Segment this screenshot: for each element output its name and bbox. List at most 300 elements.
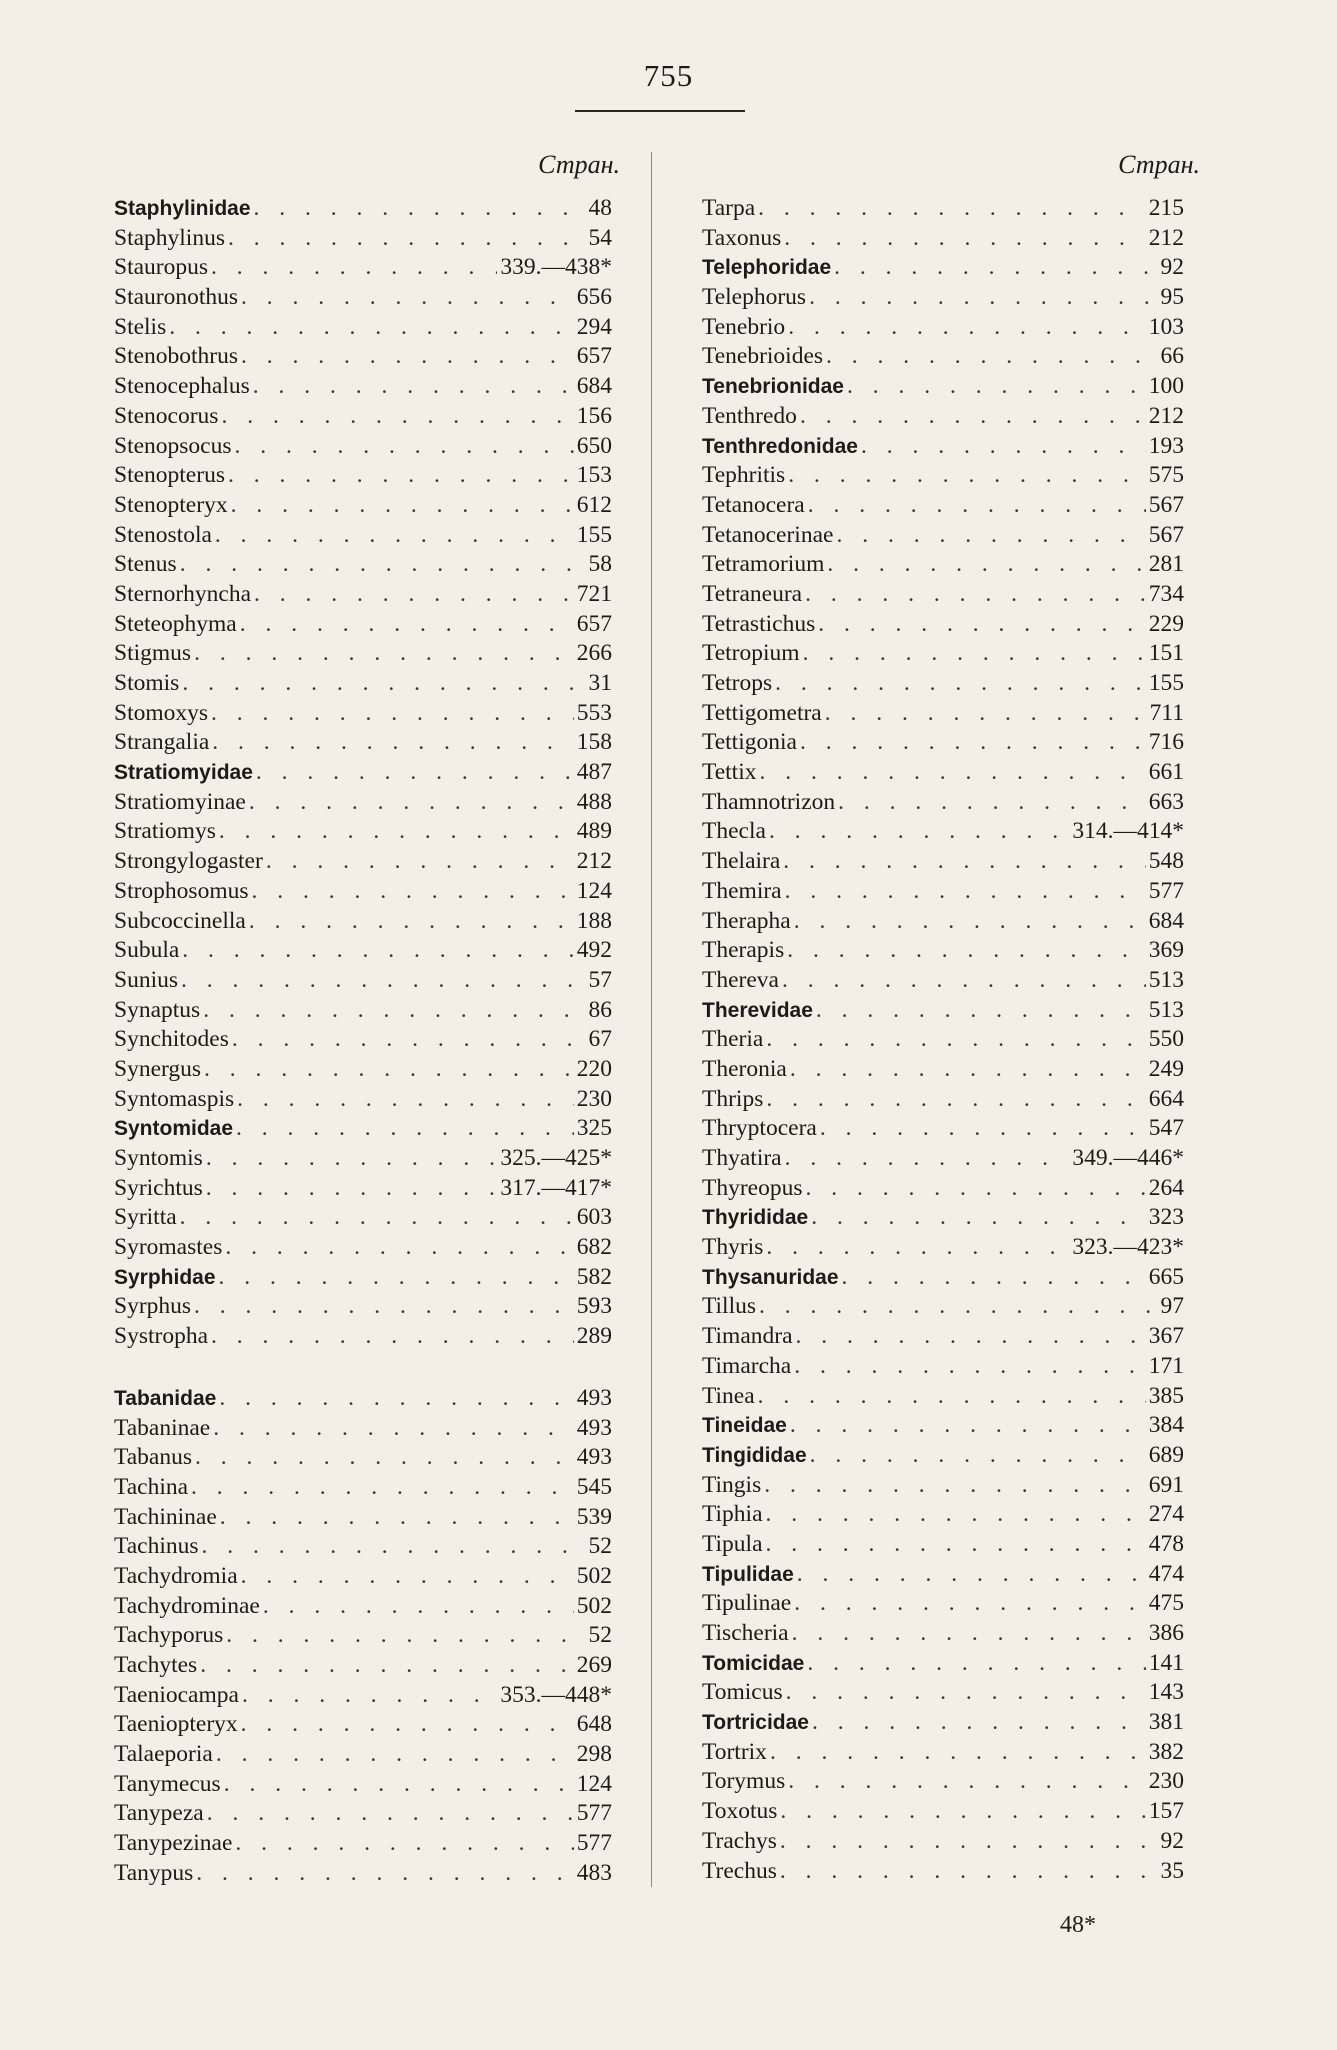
entry-page: 157 bbox=[1148, 1798, 1184, 1825]
index-entry bbox=[702, 728, 1184, 758]
dot-leader bbox=[809, 283, 1157, 313]
index-entry bbox=[702, 1292, 1184, 1322]
entry-page: 294 bbox=[576, 313, 612, 340]
dot-leader bbox=[169, 313, 574, 343]
entry-name: Syrphus bbox=[114, 1293, 192, 1320]
entry-name: Stratiomyinae bbox=[114, 788, 246, 815]
dot-leader bbox=[796, 1322, 1146, 1352]
entry-name: Therevidae bbox=[702, 998, 813, 1022]
index-entry bbox=[114, 432, 612, 462]
entry-page: 513 bbox=[1148, 966, 1184, 993]
entry-name: Tingididae bbox=[702, 1443, 807, 1467]
entry-name: Trechus bbox=[702, 1857, 777, 1884]
index-entry bbox=[114, 1233, 612, 1263]
entry-name: Thyris bbox=[702, 1234, 764, 1261]
index-entry bbox=[702, 1174, 1184, 1204]
entry-page: 52 bbox=[588, 1533, 612, 1560]
entry-page: 92 bbox=[1160, 254, 1184, 281]
entry-name: Tettigometra bbox=[702, 699, 822, 726]
dot-leader bbox=[786, 1678, 1146, 1708]
entry-name: Stratiomys bbox=[114, 818, 216, 845]
entry-name: Tettigonia bbox=[702, 729, 797, 756]
dot-leader bbox=[232, 1025, 586, 1055]
entry-page: 92 bbox=[1160, 1827, 1184, 1854]
dot-leader bbox=[818, 610, 1146, 640]
index-entry bbox=[114, 1384, 612, 1414]
index-entry bbox=[114, 1085, 612, 1115]
dot-leader bbox=[861, 432, 1146, 462]
entry-name: Syntomidae bbox=[114, 1117, 234, 1141]
entry-page: 353.—448* bbox=[500, 1681, 612, 1708]
dot-leader bbox=[195, 1443, 574, 1473]
dot-leader bbox=[764, 1471, 1146, 1501]
entry-page: 124 bbox=[576, 1770, 612, 1797]
entry-name: Stenopsocus bbox=[114, 432, 232, 459]
dot-leader bbox=[800, 402, 1146, 432]
index-entry bbox=[702, 1203, 1184, 1233]
entry-page: 158 bbox=[576, 729, 612, 756]
index-entry bbox=[702, 1352, 1184, 1382]
index-entry bbox=[702, 1114, 1184, 1144]
entry-page: 151 bbox=[1148, 640, 1184, 667]
entry-page: 266 bbox=[576, 640, 612, 667]
entry-name: Theronia bbox=[702, 1055, 787, 1082]
dot-leader bbox=[194, 639, 574, 669]
index-entry bbox=[114, 1562, 612, 1592]
entry-page: 54 bbox=[588, 224, 612, 251]
entry-page: 612 bbox=[576, 491, 612, 518]
entry-page: 684 bbox=[576, 373, 612, 400]
dot-leader bbox=[780, 1797, 1145, 1827]
dot-leader bbox=[775, 669, 1146, 699]
index-entry bbox=[114, 669, 612, 699]
index-entry bbox=[114, 1829, 612, 1859]
entry-page: 100 bbox=[1148, 373, 1184, 400]
entry-name: Tetanocera bbox=[702, 491, 805, 518]
column-divider bbox=[651, 152, 652, 1887]
entry-page: 58 bbox=[588, 551, 612, 578]
dot-leader bbox=[249, 788, 574, 818]
entry-name: Tischeria bbox=[702, 1620, 789, 1646]
entry-name: Thryptocera bbox=[702, 1115, 817, 1142]
right-index-column bbox=[702, 194, 1184, 1886]
dot-leader bbox=[241, 342, 574, 372]
entry-page: 545 bbox=[576, 1473, 612, 1500]
entry-name: Telephoridae bbox=[702, 256, 832, 280]
entry-page: 156 bbox=[576, 402, 612, 429]
index-entry bbox=[114, 996, 612, 1026]
entry-page: 317.—417* bbox=[500, 1174, 612, 1201]
entry-page: 220 bbox=[576, 1055, 612, 1082]
index-entry bbox=[114, 1770, 612, 1800]
entry-name: Tortricidae bbox=[702, 1711, 809, 1735]
index-entry bbox=[702, 313, 1184, 343]
dot-leader bbox=[794, 1352, 1146, 1382]
entry-page: 274 bbox=[1148, 1501, 1184, 1528]
signature-mark: 48* bbox=[1060, 1912, 1096, 1938]
entry-name: Stomis bbox=[114, 670, 180, 696]
index-entry bbox=[702, 521, 1184, 551]
index-entry bbox=[114, 1621, 612, 1651]
dot-leader bbox=[820, 1114, 1146, 1144]
dot-leader bbox=[253, 372, 574, 402]
dot-leader bbox=[797, 1560, 1146, 1590]
index-entry bbox=[702, 1085, 1184, 1115]
entry-page: 493 bbox=[576, 1414, 612, 1441]
dot-leader bbox=[211, 253, 497, 283]
entry-name: Thyreopus bbox=[702, 1174, 803, 1201]
entry-name: Stenocephalus bbox=[114, 373, 250, 400]
entry-page: 349.—446* bbox=[1072, 1145, 1184, 1171]
index-entry bbox=[114, 580, 612, 610]
index-entry bbox=[702, 1589, 1184, 1619]
entry-name: Tenebrio bbox=[702, 313, 786, 340]
entry-page: 48 bbox=[588, 195, 612, 221]
entry-page: 67 bbox=[588, 1026, 612, 1053]
entry-page: 212 bbox=[576, 848, 612, 875]
index-entry bbox=[702, 996, 1184, 1026]
index-entry bbox=[702, 461, 1184, 491]
entry-name: Tenthredo bbox=[702, 402, 797, 429]
index-entry bbox=[702, 1322, 1184, 1352]
index-entry bbox=[702, 699, 1184, 729]
index-entry bbox=[702, 669, 1184, 699]
dot-leader bbox=[206, 1144, 498, 1174]
dot-leader bbox=[792, 1619, 1146, 1649]
index-entry bbox=[702, 1144, 1184, 1174]
entry-name: Thrips bbox=[702, 1085, 764, 1112]
dot-leader bbox=[794, 907, 1146, 937]
entry-name: Tipulidae bbox=[702, 1562, 794, 1586]
dot-leader bbox=[811, 1203, 1146, 1233]
index-entry bbox=[702, 1619, 1184, 1649]
index-entry bbox=[114, 966, 612, 996]
index-entry bbox=[702, 491, 1184, 521]
entry-name: Tomicus bbox=[702, 1679, 783, 1706]
entry-page: 323.—423* bbox=[1072, 1234, 1184, 1261]
entry-name: Strongylogaster bbox=[114, 848, 263, 875]
index-entry bbox=[702, 194, 1184, 224]
entry-page: 550 bbox=[1148, 1026, 1184, 1053]
entry-name: Staphylinidae bbox=[114, 197, 251, 220]
entry-page: 188 bbox=[576, 907, 612, 934]
index-entry bbox=[114, 1443, 612, 1473]
dot-leader bbox=[805, 580, 1146, 610]
index-entry bbox=[702, 758, 1184, 788]
index-entry bbox=[702, 224, 1184, 254]
index-entry bbox=[702, 788, 1184, 818]
entry-name: Themira bbox=[702, 877, 782, 904]
entry-page: 493 bbox=[576, 1384, 612, 1411]
page-number: 755 bbox=[643, 58, 694, 93]
index-entry bbox=[702, 1738, 1184, 1768]
entry-page: 215 bbox=[1148, 195, 1184, 221]
entry-page: 31 bbox=[588, 670, 612, 696]
entry-name: Taeniocampa bbox=[114, 1681, 239, 1708]
entry-name: Stenostola bbox=[114, 521, 212, 548]
entry-page: 513 bbox=[1148, 996, 1184, 1023]
dot-leader bbox=[221, 402, 573, 432]
entry-page: 661 bbox=[1148, 759, 1184, 786]
dot-leader bbox=[827, 550, 1145, 580]
index-entry bbox=[114, 610, 612, 640]
entry-name: Synchitodes bbox=[114, 1026, 229, 1053]
dot-leader bbox=[766, 1233, 1069, 1263]
entry-name: Timarcha bbox=[702, 1352, 792, 1379]
entry-name: Tetrops bbox=[702, 670, 773, 696]
index-entry bbox=[702, 253, 1184, 283]
dot-leader bbox=[766, 1025, 1145, 1055]
entry-page: 384 bbox=[1148, 1412, 1184, 1439]
dot-leader bbox=[225, 1233, 573, 1263]
dot-leader bbox=[266, 847, 574, 877]
index-entry bbox=[114, 1532, 612, 1562]
entry-page: 339.—438* bbox=[500, 254, 612, 281]
entry-page: 721 bbox=[576, 580, 612, 607]
index-entry bbox=[114, 1503, 612, 1533]
entry-name: Tenebrioides bbox=[702, 343, 824, 370]
entry-page: 143 bbox=[1148, 1679, 1184, 1706]
entry-page: 689 bbox=[1148, 1441, 1184, 1468]
dot-leader bbox=[785, 877, 1146, 907]
entry-page: 323 bbox=[1148, 1204, 1184, 1231]
entry-name: Stenobothrus bbox=[114, 343, 239, 370]
entry-name: Thyatira bbox=[702, 1145, 782, 1171]
index-entry bbox=[702, 1560, 1184, 1590]
entry-page: 691 bbox=[1148, 1471, 1184, 1498]
entry-name: Tillus bbox=[702, 1293, 757, 1320]
entry-page: 155 bbox=[1148, 670, 1184, 696]
entry-name: Thamnotrizon bbox=[702, 788, 836, 815]
index-entry bbox=[114, 1592, 612, 1622]
dot-leader bbox=[256, 758, 574, 788]
dot-leader bbox=[807, 1649, 1145, 1679]
entry-page: 711 bbox=[1149, 699, 1184, 726]
entry-page: 289 bbox=[576, 1323, 612, 1350]
dot-leader bbox=[766, 1085, 1145, 1115]
entry-name: Thysanuridae bbox=[702, 1265, 839, 1289]
entry-name: Theria bbox=[702, 1026, 764, 1053]
dot-leader bbox=[263, 1592, 574, 1622]
entry-name: Talaeporia bbox=[114, 1741, 213, 1768]
dot-leader bbox=[240, 610, 574, 640]
dot-leader bbox=[241, 1562, 574, 1592]
entry-page: 212 bbox=[1148, 402, 1184, 429]
dot-leader bbox=[202, 1532, 586, 1562]
index-entry bbox=[702, 1797, 1184, 1827]
entry-name: Steteophyma bbox=[114, 610, 237, 637]
entry-name: Stenopteryx bbox=[114, 491, 228, 518]
entry-page: 734 bbox=[1148, 580, 1184, 607]
entry-page: 382 bbox=[1148, 1738, 1184, 1765]
dot-leader bbox=[249, 907, 574, 937]
dot-leader bbox=[194, 1292, 574, 1322]
entry-page: 385 bbox=[1148, 1382, 1184, 1409]
dot-leader bbox=[788, 313, 1146, 343]
index-entry bbox=[114, 313, 612, 343]
entry-page: 483 bbox=[576, 1859, 612, 1886]
entry-name: Tachinus bbox=[114, 1533, 199, 1560]
entry-name: Tenebrionidae bbox=[702, 375, 844, 399]
index-entry bbox=[114, 1144, 612, 1174]
entry-page: 57 bbox=[588, 966, 612, 993]
entry-name: Tanypezinae bbox=[114, 1830, 233, 1857]
entry-page: 650 bbox=[576, 432, 612, 459]
entry-page: 367 bbox=[1148, 1323, 1184, 1350]
index-entry bbox=[114, 1174, 612, 1204]
dot-leader bbox=[790, 1411, 1146, 1441]
index-entry bbox=[114, 1799, 612, 1829]
entry-page: 603 bbox=[576, 1204, 612, 1231]
index-entry bbox=[702, 1055, 1184, 1085]
entry-page: 657 bbox=[576, 343, 612, 370]
entry-name: Subula bbox=[114, 937, 180, 964]
entry-page: 386 bbox=[1148, 1620, 1184, 1646]
index-entry bbox=[114, 699, 612, 729]
dot-leader bbox=[254, 194, 586, 224]
entry-page: 230 bbox=[1148, 1768, 1184, 1795]
entry-page: 648 bbox=[576, 1711, 612, 1738]
entry-page: 97 bbox=[1160, 1293, 1184, 1320]
dot-leader bbox=[204, 1055, 574, 1085]
entry-name: Tipulinae bbox=[702, 1590, 792, 1617]
dot-leader bbox=[219, 817, 574, 847]
entry-name: Syntomis bbox=[114, 1145, 203, 1171]
index-entry bbox=[114, 342, 612, 372]
dot-leader bbox=[766, 1500, 1146, 1530]
entry-page: 577 bbox=[1148, 877, 1184, 904]
index-entry bbox=[114, 1203, 612, 1233]
dot-leader bbox=[212, 728, 573, 758]
dot-leader bbox=[254, 580, 574, 610]
index-entry bbox=[702, 1678, 1184, 1708]
index-entry bbox=[114, 402, 612, 432]
dot-leader bbox=[759, 758, 1145, 788]
dot-leader bbox=[810, 1441, 1146, 1471]
entry-page: 269 bbox=[576, 1652, 612, 1678]
entry-page: 593 bbox=[576, 1293, 612, 1320]
entry-name: Thyrididae bbox=[702, 1206, 809, 1230]
index-entry bbox=[702, 342, 1184, 372]
entry-name: Sunius bbox=[114, 966, 178, 993]
entry-page: 281 bbox=[1148, 551, 1184, 578]
entry-name: Tetanocerinae bbox=[702, 521, 834, 548]
dot-leader bbox=[226, 1621, 585, 1651]
entry-name: Thecla bbox=[702, 818, 766, 845]
entry-name: Tortrix bbox=[702, 1738, 767, 1765]
entry-page: 193 bbox=[1148, 432, 1184, 459]
entry-name: Tipula bbox=[702, 1530, 763, 1557]
dot-leader bbox=[182, 669, 585, 699]
dot-leader bbox=[816, 996, 1146, 1026]
entry-page: 577 bbox=[576, 1800, 612, 1827]
dot-leader bbox=[780, 1827, 1158, 1857]
dot-leader bbox=[211, 699, 574, 729]
dot-leader bbox=[812, 1708, 1146, 1738]
entry-name: Tingis bbox=[702, 1471, 762, 1498]
dot-leader bbox=[235, 1829, 573, 1859]
dot-leader bbox=[228, 224, 586, 254]
entry-page: 487 bbox=[576, 759, 612, 786]
dot-leader bbox=[196, 1859, 573, 1889]
dot-leader bbox=[220, 1503, 574, 1533]
entry-name: Syrphidae bbox=[114, 1265, 216, 1289]
dot-leader bbox=[806, 1174, 1146, 1204]
dot-leader bbox=[787, 936, 1146, 966]
entry-name: Syrichtus bbox=[114, 1174, 203, 1201]
entry-name: Strangalia bbox=[114, 729, 210, 756]
entry-page: 547 bbox=[1148, 1115, 1184, 1142]
index-entry bbox=[114, 253, 612, 283]
entry-page: 657 bbox=[576, 610, 612, 637]
index-entry bbox=[702, 1767, 1184, 1797]
entry-page: 52 bbox=[588, 1622, 612, 1649]
entry-name: Synaptus bbox=[114, 996, 201, 1023]
index-entry bbox=[114, 1414, 612, 1444]
index-entry bbox=[114, 728, 612, 758]
index-entry bbox=[702, 1441, 1184, 1471]
entry-page: 665 bbox=[1148, 1263, 1184, 1290]
index-entry bbox=[114, 194, 612, 224]
index-entry bbox=[702, 817, 1184, 847]
dot-leader bbox=[783, 847, 1145, 877]
entry-name: Tachytes bbox=[114, 1652, 198, 1678]
dot-leader bbox=[784, 224, 1145, 254]
right-column-heading: Стран. bbox=[1118, 150, 1200, 179]
entry-page: 155 bbox=[576, 521, 612, 548]
index-entry bbox=[114, 461, 612, 491]
entry-name: Stenus bbox=[114, 551, 177, 578]
entry-name: Trachys bbox=[702, 1827, 777, 1854]
index-entry bbox=[114, 1263, 612, 1293]
entry-page: 664 bbox=[1148, 1085, 1184, 1112]
entry-page: 264 bbox=[1148, 1174, 1184, 1201]
dot-leader bbox=[788, 461, 1146, 491]
entry-page: 682 bbox=[576, 1234, 612, 1261]
entry-page: 684 bbox=[1148, 907, 1184, 934]
dot-leader bbox=[180, 1203, 574, 1233]
entry-name: Sternorhyncha bbox=[114, 580, 252, 607]
entry-name: Tephritis bbox=[702, 462, 786, 489]
dot-leader bbox=[766, 1530, 1146, 1560]
index-entry bbox=[114, 936, 612, 966]
entry-name: Therapis bbox=[702, 937, 785, 964]
entry-name: Tetramorium bbox=[702, 551, 825, 578]
dot-leader bbox=[181, 966, 586, 996]
entry-page: 86 bbox=[588, 996, 612, 1023]
entry-name: Taxonus bbox=[702, 224, 782, 251]
entry-name: Telephorus bbox=[702, 284, 807, 311]
dot-leader bbox=[782, 966, 1146, 996]
index-entry bbox=[702, 1411, 1184, 1441]
entry-name: Thereva bbox=[702, 966, 779, 993]
entry-page: 567 bbox=[1148, 521, 1184, 548]
dot-leader bbox=[203, 996, 585, 1026]
dot-leader bbox=[808, 491, 1146, 521]
dot-leader bbox=[836, 521, 1145, 551]
dot-leader bbox=[231, 491, 574, 521]
entry-name: Subcoccinella bbox=[114, 907, 246, 934]
dot-leader bbox=[219, 1384, 573, 1414]
dot-leader bbox=[759, 1292, 1157, 1322]
entry-name: Stauropus bbox=[114, 254, 208, 281]
dot-leader bbox=[790, 1055, 1146, 1085]
entry-page: 230 bbox=[576, 1085, 612, 1112]
entry-name: Stenopterus bbox=[114, 462, 225, 489]
entry-name: Tachydrominae bbox=[114, 1592, 260, 1619]
index-entry bbox=[114, 1473, 612, 1503]
index-entry bbox=[114, 1710, 612, 1740]
